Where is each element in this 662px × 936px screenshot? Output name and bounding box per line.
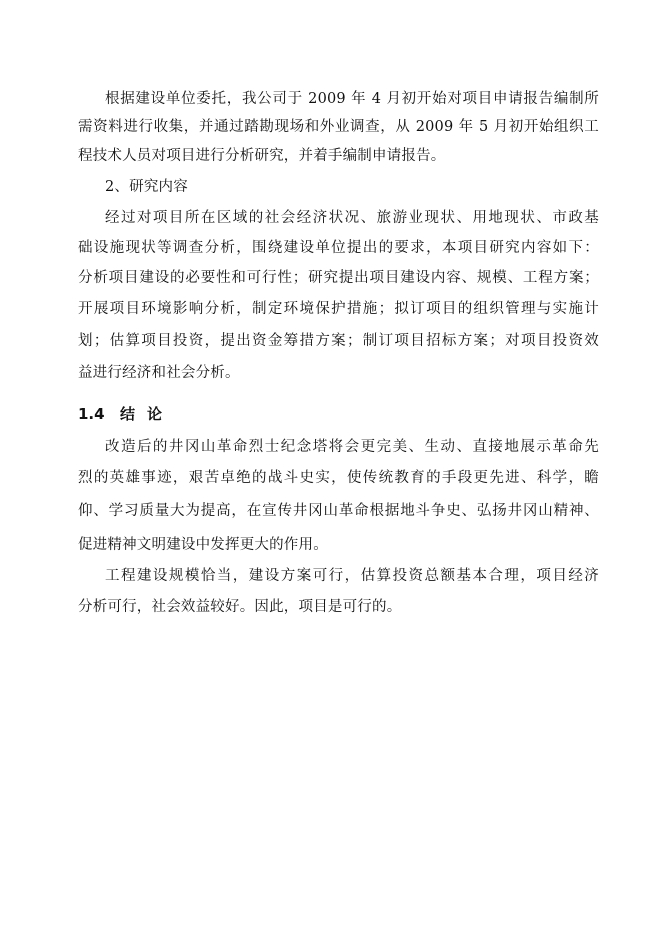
section-heading [78,404,174,424]
paragraph-1-line-1: 根据建设单位委托，我公司于 2009 年 4 月初开始对项目申请报告编制所 [105,91,599,107]
paragraph-1-line-3: 程技术人员对项目进行分析研究，并着手编制申请报告。 [78,148,446,164]
paragraph-3-line-1: 改造后的井冈山革命烈士纪念塔将会更完美、生动、直接地展示革命先 [105,439,599,455]
paragraph-2-line-4: 开展项目环境影响分析，制定环境保护措施；拟订项目的组织管理与实施计 [78,301,599,317]
paragraph-2-line-3: 分析项目建设的必要性和可行性；研究提出项目建设内容、规模、工程方案； [78,270,599,286]
subheading-research-content: 2、研究内容 [105,179,188,195]
paragraph-4-line-2: 分析可行，社会效益较好。因此，项目是可行的。 [78,599,402,615]
paragraph-4-line-1: 工程建设规模恰当，建设方案可行，估算投资总额基本合理，项目经济 [105,568,599,584]
paragraph-2-line-2: 础设施现状等调查分析，围绕建设单位提出的要求，本项目研究内容如下： [78,240,599,256]
paragraph-3-line-2: 烈的英雄事迹，艰苦卓绝的战斗史实，使传统教育的手段更先进、科学，瞻 [78,470,599,486]
paragraph-2-line-1: 经过对项目所在区域的社会经济状况、旅游业现状、用地现状、市政基 [105,210,599,226]
section-number: 1.4 [78,405,105,423]
paragraph-3-line-4: 促进精神文明建设中发挥更大的作用。 [78,537,328,553]
paragraph-2-line-6: 益进行经济和社会分析。 [78,365,240,381]
paragraph-2-line-5: 划；估算项目投资，提出资金筹措方案；制订项目招标方案；对项目投资效 [78,333,599,349]
paragraph-3-line-3: 仰、学习质量大为提高，在宣传井冈山革命根据地斗争史、弘扬井冈山精神、 [78,503,599,519]
paragraph-1-line-2: 需资料进行收集，并通过踏勘现场和外业调查，从 2009 年 5 月初开始组织工 [78,119,599,135]
section-title: 结论 [120,405,175,423]
